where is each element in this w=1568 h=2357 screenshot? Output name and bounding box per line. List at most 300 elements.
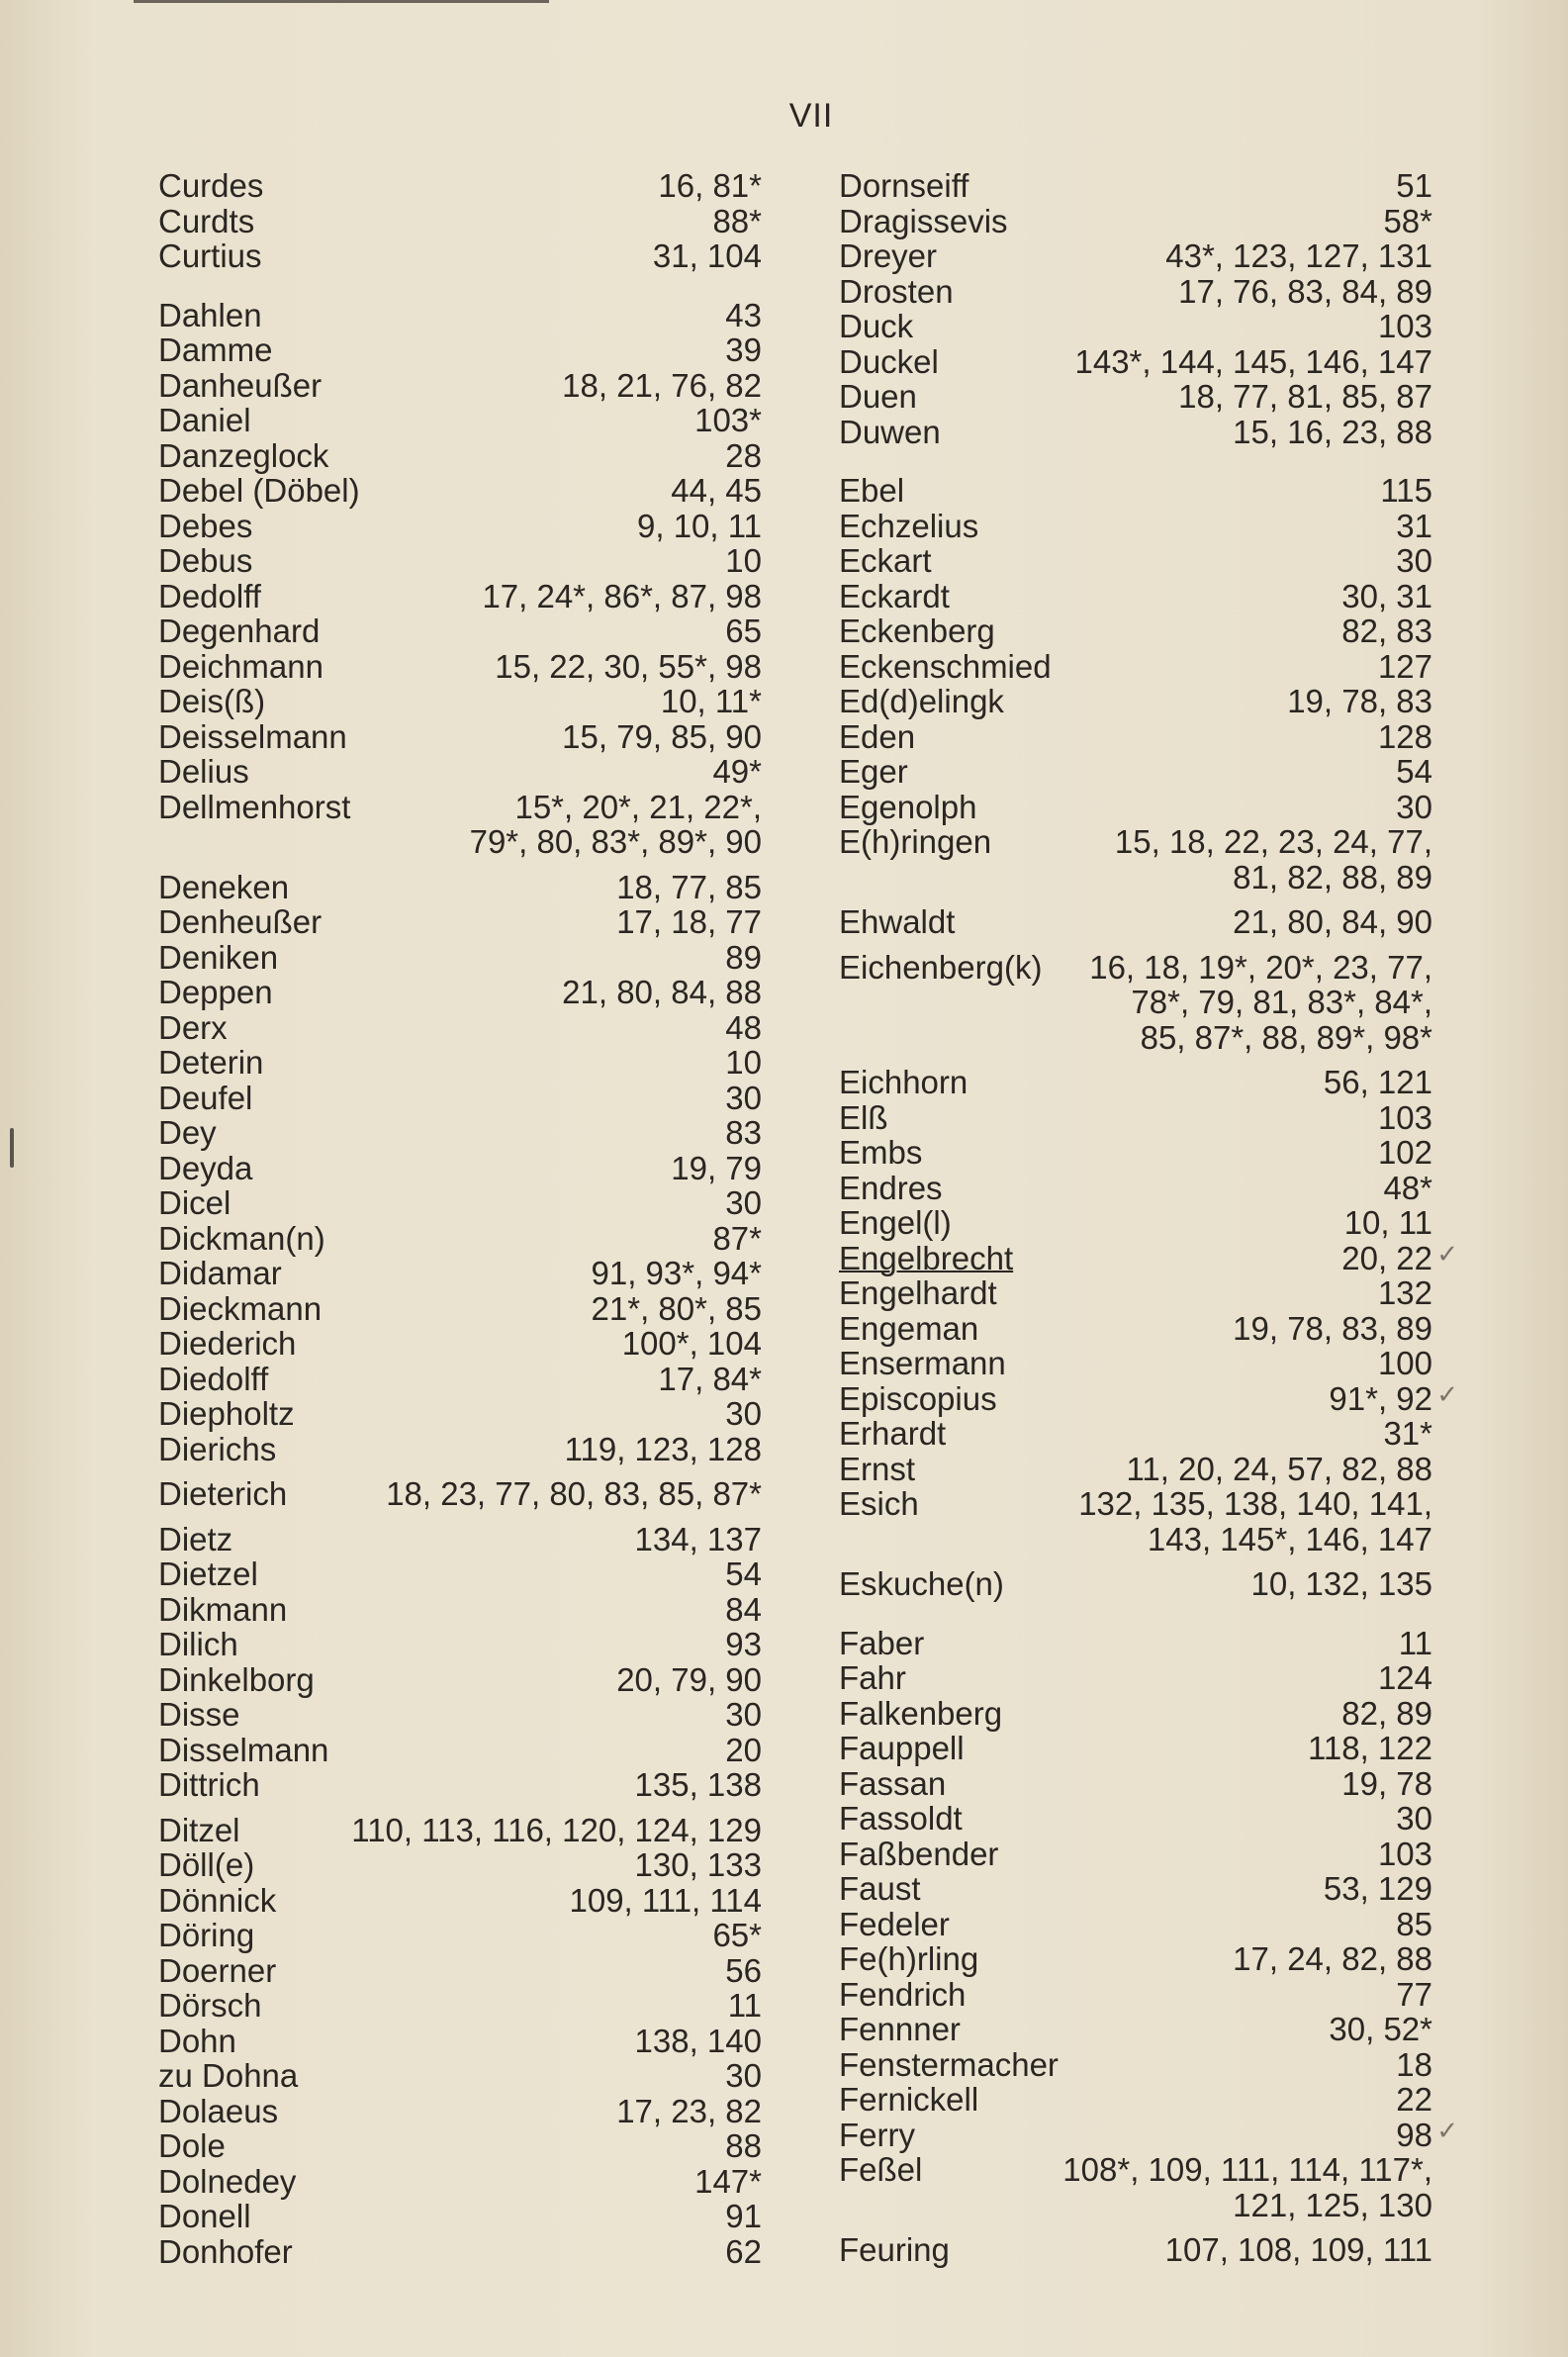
entry-pages: 48* — [1383, 1169, 1432, 1206]
entry-name: Dieckmann — [158, 1289, 323, 1327]
entry-pages: 17, 84* — [658, 1360, 762, 1397]
entry-pages: 18, 21, 76, 82 — [562, 366, 762, 404]
entry-pages: 118, 122 — [1307, 1730, 1432, 1766]
entry-pages: 143*, 144, 145, 146, 147 — [1074, 342, 1432, 380]
entry-pages: 19, 78, 83, 89 — [1233, 1309, 1432, 1347]
index-entry — [158, 1883, 762, 1919]
entry-pages: 49* — [712, 753, 762, 790]
entry-name: Diepholtz — [158, 1395, 295, 1432]
index-entry — [839, 1416, 1432, 1452]
entry-name: Deisselmann — [158, 717, 347, 755]
entry-pages: 65 — [725, 613, 762, 649]
index-entry — [839, 2115, 1458, 2153]
entry-pages: 130, 133 — [634, 1846, 762, 1883]
entry-pages: 11 — [1398, 1624, 1432, 1661]
entry-pages: 31* — [1383, 1415, 1432, 1452]
entry-name: Fedeler — [839, 1905, 950, 1942]
index-entry — [158, 579, 762, 614]
index-entry — [158, 940, 762, 976]
entry-pages: 110, 113, 116, 120, 124, 129 — [351, 1811, 762, 1848]
index-entry — [839, 1626, 1432, 1661]
entry-name: Eckart — [839, 542, 932, 579]
index-entry — [839, 344, 1432, 380]
index-entry — [158, 1256, 762, 1291]
entry-name: Ferry — [839, 2116, 915, 2153]
entry-name: Doerner — [158, 1951, 277, 1989]
index-entry — [839, 379, 1432, 415]
index-entry — [839, 1065, 1432, 1100]
index-entry — [839, 1100, 1432, 1136]
entry-pages: 21, 80, 84, 88 — [562, 974, 762, 1010]
index-entry — [839, 754, 1432, 790]
entry-pages: 15, 22, 30, 55*, 98 — [495, 647, 762, 685]
index-entry — [839, 1766, 1432, 1802]
entry-name: Donell — [158, 2198, 251, 2234]
index-entry — [839, 1660, 1432, 1696]
entry-pages: 30 — [1396, 542, 1432, 579]
entry-name: Dikmann — [158, 1590, 288, 1628]
index-entry — [158, 543, 762, 579]
entry-pages: 17, 23, 82 — [616, 2092, 762, 2129]
entry-name: Diedolff — [158, 1360, 269, 1397]
index-entry — [158, 403, 762, 438]
entry-name: Dohn — [158, 2022, 236, 2059]
index-entry — [158, 790, 762, 860]
index-entry — [158, 1733, 762, 1768]
entry-pages: 56, 121 — [1323, 1064, 1432, 1100]
entry-name: Dornseiff — [839, 167, 969, 204]
entry-pages: 58* — [1383, 202, 1432, 239]
index-entry — [158, 1476, 762, 1512]
entry-pages: 11, 20, 24, 57, 82, 88 — [1126, 1450, 1432, 1487]
entry-name: Deneken — [158, 868, 290, 905]
entry-name: Dierichs — [158, 1430, 277, 1467]
entry-name: Eger — [839, 753, 908, 790]
entry-name: Engeman — [839, 1309, 979, 1347]
index-entry — [839, 1696, 1432, 1732]
index-entry — [158, 1697, 762, 1733]
index-entry — [839, 204, 1432, 239]
entry-pages: 88 — [725, 2127, 762, 2164]
entry-pages: 115 — [1380, 472, 1432, 509]
index-entry — [839, 1311, 1432, 1347]
index-entry — [839, 168, 1432, 204]
entry-name: Endres — [839, 1169, 943, 1206]
entry-pages: 91*, 92 — [1329, 1379, 1432, 1417]
entry-name: Faßbender — [839, 1835, 999, 1872]
entry-pages: 17, 76, 83, 84, 89 — [1178, 272, 1432, 310]
index-entry — [158, 332, 762, 368]
entry-pages: 89 — [725, 938, 762, 976]
entry-pages: 48 — [725, 1008, 762, 1046]
entry-name: Fernickell — [839, 2081, 979, 2118]
entry-name: Curtius — [158, 237, 262, 274]
entry-pages: 83 — [725, 1114, 762, 1151]
entry-name: Eckardt — [839, 577, 950, 614]
index-entry — [158, 1115, 762, 1151]
entry-name: Feßel — [839, 2151, 923, 2188]
index-entry — [158, 1847, 762, 1883]
entry-pages: 17, 24, 82, 88 — [1233, 1940, 1432, 1977]
entry-pages: 103 — [1377, 1835, 1432, 1872]
index-entry — [158, 1988, 762, 2024]
index-entry — [158, 1081, 762, 1116]
index-entry — [839, 1135, 1432, 1171]
entry-pages: 20 — [725, 1731, 762, 1768]
index-entry — [839, 415, 1432, 450]
entry-pages: 30 — [1396, 1800, 1432, 1837]
entry-pages: 19, 79 — [671, 1149, 762, 1186]
check-mark-icon: ✓ — [1436, 1238, 1458, 1269]
index-column-left — [158, 168, 762, 2269]
entry-pages: 19, 78 — [1341, 1764, 1432, 1802]
entry-name: Curdes — [158, 167, 264, 204]
entry-name: Engelbrecht — [839, 1239, 1014, 1276]
entry-name: Echzelius — [839, 507, 979, 544]
index-entry — [158, 1010, 762, 1046]
entry-pages: 10, 11* — [660, 683, 762, 719]
index-entry — [839, 309, 1432, 344]
entry-name: Dickman(n) — [158, 1219, 325, 1257]
entry-pages: 87* — [712, 1219, 762, 1257]
entry-pages: 15, 79, 85, 90 — [562, 717, 762, 755]
entry-name: Dieterich — [158, 1475, 288, 1512]
entry-name: Deterin — [158, 1044, 264, 1081]
entry-name: Eckenschmied — [839, 647, 1052, 685]
index-entry — [158, 298, 762, 333]
index-entry — [158, 1522, 762, 1557]
entry-name: Duck — [839, 308, 914, 344]
index-entry — [839, 1205, 1432, 1241]
index-entry — [839, 613, 1432, 649]
entry-pages: 44, 45 — [671, 472, 762, 509]
entry-pages: 65* — [712, 1917, 762, 1953]
entry-pages: 21*, 80*, 85 — [591, 1289, 762, 1327]
entry-name: Donhofer — [158, 2232, 293, 2270]
index-entry — [839, 1837, 1432, 1872]
index-entry — [158, 473, 762, 509]
entry-name: Dellmenhorst — [158, 788, 351, 825]
index-entry — [839, 1731, 1432, 1766]
entry-name: Didamar — [158, 1255, 282, 1291]
index-entry — [839, 238, 1432, 274]
entry-name: Faust — [839, 1870, 921, 1907]
entry-name: Erhardt — [839, 1415, 947, 1452]
index-entry — [158, 649, 762, 685]
index-entry — [158, 754, 762, 790]
entry-pages: 98 — [1396, 2116, 1432, 2153]
entry-name: Embs — [839, 1134, 923, 1171]
entry-name: Egenolph — [839, 788, 977, 825]
index-entry — [158, 2024, 762, 2059]
entry-name: Faber — [839, 1624, 925, 1661]
entry-pages: 18, 77, 85 — [616, 868, 762, 905]
entry-pages: 109, 111, 114 — [569, 1881, 762, 1919]
entry-pages: 43 — [725, 296, 762, 333]
entry-pages: 107, 108, 109, 111 — [1164, 2231, 1432, 2268]
index-entry — [839, 719, 1432, 755]
index-entry — [839, 1566, 1432, 1602]
index-entry — [158, 368, 762, 404]
entry-pages: 10 — [725, 542, 762, 579]
entry-name: Delius — [158, 753, 249, 790]
index-entry — [839, 1801, 1432, 1837]
entry-name: Ernst — [839, 1450, 916, 1487]
index-entry — [158, 168, 762, 204]
entry-pages: 56 — [725, 1951, 762, 1989]
entry-pages: 30 — [725, 1696, 762, 1733]
entry-name: Disse — [158, 1696, 240, 1733]
index-entry — [158, 509, 762, 544]
entry-name: Duckel — [839, 342, 939, 380]
index-entry — [839, 509, 1432, 544]
entry-name: Duwen — [839, 413, 941, 450]
entry-pages: 17, 18, 77 — [616, 903, 762, 940]
index-entry — [839, 579, 1432, 614]
entry-pages: 138, 140 — [634, 2022, 762, 2059]
entry-pages: 30, 52* — [1329, 2011, 1432, 2047]
entry-pages: 93 — [725, 1626, 762, 1662]
entry-name: Danzeglock — [158, 436, 329, 474]
entry-pages: 30 — [725, 1395, 762, 1432]
index-entry — [158, 1592, 762, 1628]
entry-pages: 10, 132, 135 — [1250, 1565, 1432, 1602]
entry-name: Deniken — [158, 938, 279, 976]
entry-name: Dedolff — [158, 577, 261, 614]
entry-pages: 17, 24*, 86*, 87, 98 — [482, 577, 762, 614]
entry-name: Falkenberg — [839, 1694, 1003, 1732]
entry-name: E(h)ringen — [839, 823, 992, 860]
entry-pages: 16, 18, 19*, 20*, 23, 77, 78*, 79, 81, 83*, 84*, 85, 87*, 88, 89*, 98* — [1089, 948, 1432, 1056]
entry-pages: 91 — [725, 2198, 762, 2234]
index-entry — [839, 1907, 1432, 1942]
entry-name: Eden — [839, 717, 916, 755]
index-entry — [158, 2058, 762, 2094]
entry-name: Dey — [158, 1114, 217, 1151]
entry-name: Fe(h)rling — [839, 1940, 979, 1977]
index-entry — [839, 1977, 1432, 2013]
entry-name: Deis(ß) — [158, 683, 266, 719]
entry-pages: 21, 80, 84, 90 — [1233, 903, 1432, 940]
index-entry — [839, 2012, 1432, 2047]
entry-name: Eckenberg — [839, 613, 995, 649]
entry-pages: 147* — [694, 2162, 762, 2200]
index-entry — [839, 1452, 1432, 1487]
top-rule — [134, 0, 549, 3]
index-entry — [839, 2232, 1432, 2268]
entry-name: Eichenberg(k) — [839, 948, 1043, 986]
entry-name: Engelhardt — [839, 1274, 997, 1311]
index-entry — [158, 2094, 762, 2129]
index-entry — [839, 473, 1432, 509]
index-entry — [158, 870, 762, 905]
entry-pages: 30 — [725, 2057, 762, 2094]
entry-pages: 103 — [1377, 1098, 1432, 1136]
entry-name: Debes — [158, 507, 253, 544]
entry-pages: 18 — [1396, 2045, 1432, 2083]
entry-name: Daniel — [158, 402, 251, 438]
entry-name: Dilich — [158, 1626, 238, 1662]
entry-pages: 134, 137 — [634, 1520, 762, 1557]
index-entry — [158, 1185, 762, 1221]
index-entry — [839, 649, 1432, 685]
index-entry — [158, 1432, 762, 1467]
entry-pages: 16, 81* — [658, 167, 762, 204]
entry-pages: 132, 135, 138, 140, 141, 143, 145*, 146, 147 — [1078, 1485, 1432, 1557]
index-entry — [158, 1326, 762, 1362]
entry-pages: 28 — [725, 436, 762, 474]
entry-name: Feuring — [839, 2231, 950, 2268]
entry-name: Deichmann — [158, 647, 323, 685]
entry-pages: 30, 31 — [1341, 577, 1432, 614]
index-entry — [158, 2234, 762, 2270]
entry-name: Engel(l) — [839, 1204, 952, 1241]
entry-pages: 15*, 20*, 21, 22*, 79*, 80, 83*, 89*, 90 — [469, 788, 762, 860]
entry-pages: 119, 123, 128 — [564, 1430, 762, 1467]
entry-name: Deppen — [158, 974, 273, 1010]
entry-name: Fennner — [839, 2011, 961, 2047]
entry-pages: 54 — [725, 1556, 762, 1592]
entry-pages: 39 — [725, 331, 762, 368]
entry-name: Ditzel — [158, 1811, 240, 1848]
entry-pages: 62 — [725, 2232, 762, 2270]
entry-pages: 43*, 123, 127, 131 — [1165, 237, 1432, 274]
entry-pages: 31 — [1396, 507, 1432, 544]
check-mark-icon: ✓ — [1436, 1378, 1458, 1409]
index-entry — [839, 274, 1432, 310]
entry-name: Fauppell — [839, 1730, 965, 1766]
entry-name: Fendrich — [839, 1975, 967, 2013]
entry-pages: 19, 78, 83 — [1287, 683, 1432, 719]
entry-name: Dinkelborg — [158, 1660, 315, 1698]
entry-name: Elß — [839, 1098, 888, 1136]
entry-name: Döll(e) — [158, 1846, 255, 1883]
entry-name: Dittrich — [158, 1766, 260, 1803]
entry-pages: 108*, 109, 111, 114, 117*, 121, 125, 130 — [1062, 2151, 1432, 2223]
index-entry — [158, 1362, 762, 1397]
entry-pages: 132 — [1377, 1274, 1432, 1311]
index-entry — [158, 613, 762, 649]
entry-name: Danheußer — [158, 366, 323, 404]
index-entry — [839, 684, 1432, 719]
entry-name: Duen — [839, 378, 917, 415]
index-entry — [158, 204, 762, 239]
entry-pages: 51 — [1396, 167, 1432, 204]
entry-pages: 82, 83 — [1341, 613, 1432, 649]
entry-name: Dole — [158, 2127, 226, 2164]
entry-pages: 18, 77, 81, 85, 87 — [1178, 378, 1432, 415]
index-entry — [158, 1813, 762, 1848]
margin-mark — [10, 1128, 14, 1168]
entry-name: Dicel — [158, 1184, 231, 1221]
entry-pages: 20, 79, 90 — [616, 1660, 762, 1698]
entry-pages: 20, 22 — [1341, 1239, 1432, 1276]
entry-name: Debel (Döbel) — [158, 472, 360, 509]
index-entry — [158, 2164, 762, 2200]
entry-name: Damme — [158, 331, 273, 368]
entry-name: Dietzel — [158, 1556, 258, 1592]
entry-name: Ehwaldt — [839, 903, 956, 940]
entry-pages: 100*, 104 — [621, 1325, 762, 1362]
entry-name: Dragissevis — [839, 202, 1008, 239]
entry-name: Debus — [158, 542, 253, 579]
index-entry — [839, 1238, 1458, 1276]
entry-name: Curdts — [158, 202, 255, 239]
entry-pages: 15, 16, 23, 88 — [1233, 413, 1432, 450]
entry-name: zu Dohna — [158, 2057, 299, 2094]
entry-pages: 11 — [727, 1987, 762, 2024]
index-entry — [158, 1918, 762, 1953]
index-entry — [839, 790, 1432, 825]
index-entry — [158, 1953, 762, 1989]
entry-name: Episcopius — [839, 1379, 997, 1417]
index-entry — [158, 1556, 762, 1592]
entry-pages: 85 — [1396, 1905, 1432, 1942]
entry-name: Dreyer — [839, 237, 938, 274]
index-entry — [839, 2047, 1432, 2083]
entry-pages: 15, 18, 22, 23, 24, 77, 81, 82, 88, 89 — [1114, 823, 1432, 896]
index-entry — [158, 684, 762, 719]
entry-pages: 30 — [725, 1184, 762, 1221]
page-number: VII — [788, 97, 834, 135]
entry-pages: 103 — [1377, 308, 1432, 344]
index-entry — [158, 438, 762, 474]
index-entry — [158, 904, 762, 940]
entry-name: Denheußer — [158, 903, 323, 940]
entry-name: Dolaeus — [158, 2092, 279, 2129]
entry-name: Fenstermacher — [839, 2045, 1059, 2083]
entry-pages: 30 — [725, 1079, 762, 1116]
index-entry — [158, 975, 762, 1010]
entry-pages: 10, 11 — [1343, 1204, 1432, 1241]
entry-name: Ed(d)elingk — [839, 683, 1004, 719]
index-entry — [839, 1275, 1432, 1311]
entry-pages: 124 — [1377, 1659, 1432, 1696]
index-entry — [158, 719, 762, 755]
index-column-right — [839, 167, 1458, 2268]
index-entry — [158, 1627, 762, 1662]
index-entry — [158, 1662, 762, 1698]
entry-pages: 54 — [1396, 753, 1432, 790]
entry-pages: 9, 10, 11 — [637, 507, 762, 544]
index-entry — [839, 1486, 1432, 1556]
entry-name: Disselmann — [158, 1731, 329, 1768]
entry-name: Esich — [839, 1485, 919, 1522]
entry-name: Dolnedey — [158, 2162, 297, 2200]
entry-pages: 53, 129 — [1323, 1870, 1432, 1907]
index-entry — [158, 238, 762, 274]
entry-pages: 10 — [725, 1044, 762, 1081]
entry-name: Dahlen — [158, 296, 262, 333]
index-entry — [158, 1221, 762, 1257]
entry-name: Fahr — [839, 1659, 906, 1696]
entry-name: Dörsch — [158, 1987, 262, 2024]
entry-pages: 103* — [694, 402, 762, 438]
entry-pages: 100 — [1377, 1345, 1432, 1381]
entry-pages: 82, 89 — [1341, 1694, 1432, 1732]
index-entry — [158, 1151, 762, 1186]
entry-name: Fassan — [839, 1764, 947, 1802]
entry-pages: 31, 104 — [652, 237, 762, 274]
index-entry — [839, 950, 1432, 1056]
index-entry — [839, 1346, 1432, 1381]
index-entry — [839, 824, 1432, 895]
index-entry — [839, 1378, 1458, 1417]
index-entry — [158, 2199, 762, 2234]
index-entry — [839, 904, 1432, 940]
entry-pages: 18, 23, 77, 80, 83, 85, 87* — [386, 1475, 762, 1512]
index-entry — [839, 1171, 1432, 1206]
